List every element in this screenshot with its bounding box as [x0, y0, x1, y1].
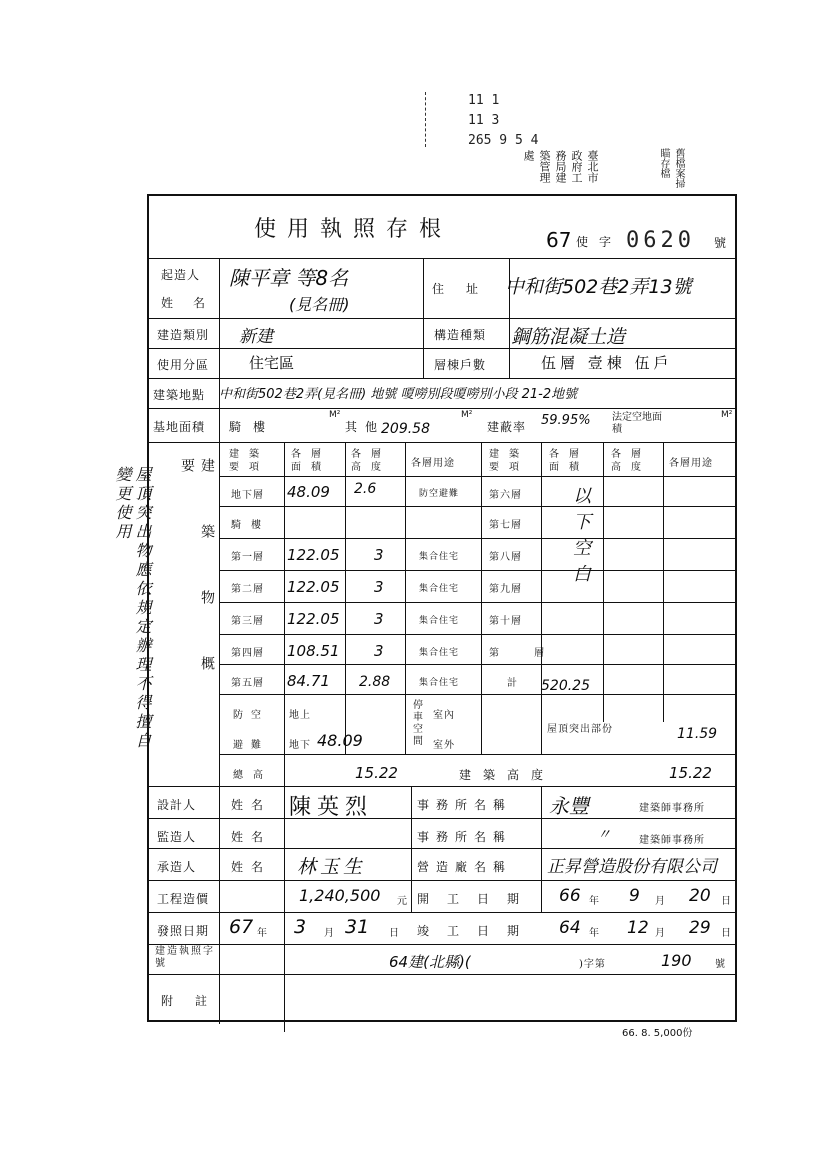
parking-label: 停車空間	[413, 700, 424, 747]
floor-use: 集合住宅	[419, 678, 460, 688]
floor-use: 集合住宅	[419, 584, 460, 594]
parking-in-label: 室內	[433, 710, 455, 721]
category-value: 新建	[239, 327, 273, 347]
contractor-company: 正昇營造股份有限公司	[547, 857, 717, 877]
designer-name-label: 姓名	[231, 798, 272, 812]
agency-stamp-col1: 臺北市政府工務局建築管理處	[522, 150, 599, 183]
cost-value: 1,240,500	[299, 886, 381, 905]
total-area: 520.25	[541, 678, 590, 694]
open-space-label: 法定空地面積	[612, 412, 662, 435]
designer-firm: 永豐	[549, 794, 589, 818]
bldg-height-label: 建築高度	[459, 768, 556, 782]
right-blank-note: 以下空白	[570, 486, 591, 590]
finish-y-char: 年	[589, 928, 600, 939]
col-item-right: 建築要項	[489, 449, 529, 473]
floor-name: 第二層	[231, 584, 264, 595]
bldg-height-value: 15.22	[669, 764, 712, 782]
finish-label: 竣工日期	[417, 924, 538, 938]
total-height-value: 15.22	[355, 764, 398, 782]
owner-label: 起造人	[161, 268, 201, 282]
finish-month: 12	[627, 918, 649, 938]
shelter-below-label: 地下	[289, 740, 311, 751]
start-d-char: 日	[721, 896, 732, 907]
start-y-char: 年	[589, 896, 600, 907]
open-space-unit: M²	[721, 410, 733, 420]
roof-label: 屋頂突出部份	[547, 724, 613, 735]
designer-name: 陳英烈	[289, 795, 374, 820]
floor-area: 122.05	[287, 546, 340, 564]
floor-height: 3	[374, 642, 384, 660]
structure-value: 鋼筋混凝土造	[511, 326, 626, 348]
floor-name-n: 第 層	[489, 648, 561, 659]
floor-area: 84.71	[287, 672, 330, 690]
permit-ref-suffix: 號	[715, 959, 726, 970]
floor-area: 108.51	[287, 642, 340, 660]
parking-out-label: 室外	[433, 740, 455, 751]
total-label: 計	[507, 678, 518, 689]
supervisor-firm: 〃	[597, 827, 611, 843]
stamp-bracket	[425, 92, 556, 147]
floors-label: 層棟戶數	[434, 358, 487, 372]
start-month: 9	[629, 886, 640, 906]
col-height-left: 各層高度	[351, 449, 391, 473]
issue-year: 67	[229, 916, 254, 938]
site-label: 建築地點	[153, 388, 206, 402]
finish-m-char: 月	[655, 928, 666, 939]
floor-name: 第三層	[231, 616, 264, 627]
structure-label: 構造種類	[434, 328, 487, 342]
col-use-left: 各層用途	[411, 458, 455, 469]
floor-use: 集合住宅	[419, 616, 460, 626]
address-value: 中和街502巷2弄13號	[505, 276, 692, 298]
floor-height: 2.88	[359, 674, 391, 690]
floors-value: 伍層 壹棟 伍戶	[541, 354, 673, 372]
porch-unit: M²	[329, 410, 341, 420]
address-label: 住址	[432, 282, 501, 296]
other-unit: M²	[461, 410, 473, 420]
floor-height: 3	[374, 610, 384, 628]
permit-ref-label: 建造執照字號	[155, 946, 215, 969]
start-year: 66	[559, 886, 581, 906]
col-area-left: 各層面積	[291, 449, 331, 473]
floor-name: 地下層	[231, 490, 264, 501]
owner-name-label: 姓名	[161, 296, 226, 310]
col-height-right: 各層高度	[611, 449, 651, 473]
issue-day: 31	[345, 916, 370, 938]
start-label: 開工日期	[417, 892, 538, 906]
supervisor-name-label: 姓名	[231, 830, 272, 844]
floor-name: 第五層	[231, 678, 264, 689]
permit-year: 67	[546, 228, 572, 252]
start-day: 20	[689, 886, 711, 906]
permit-ref-value: 64建(北縣)(	[389, 953, 471, 971]
shelter-label: 防空	[233, 710, 269, 721]
porch-label: 騎樓	[229, 420, 278, 434]
contractor-label: 承造人	[157, 860, 197, 874]
permit-char-zi: 字	[599, 235, 613, 249]
zoning-label: 使用分區	[157, 358, 210, 372]
contractor-company-label: 營造廠名稱	[417, 860, 513, 874]
owner-name: 陳平章 等8名	[229, 266, 349, 290]
remarks-label: 附註	[161, 994, 230, 1008]
floor-area: 122.05	[287, 578, 340, 596]
roof-value: 11.59	[677, 726, 718, 742]
floor-name: 第一層	[231, 552, 264, 563]
floor-name-10: 第十層	[489, 616, 522, 627]
finish-day: 29	[689, 918, 711, 938]
agency-stamp-col2: 舊檔案掃瞄存檔	[658, 148, 684, 188]
floor-height: 2.6	[354, 481, 377, 497]
floor-name: 騎樓	[231, 520, 271, 531]
floor-name: 第四層	[231, 648, 264, 659]
received-stamp-line1: 11 1	[468, 93, 500, 108]
contractor-name-label: 姓名	[231, 860, 272, 874]
issue-m-char: 月	[324, 928, 335, 939]
permit-char-hao: 號	[714, 236, 728, 250]
cost-unit: 元	[397, 896, 408, 907]
permit-ref-mid: )字第	[579, 959, 606, 970]
col-use-right: 各層用途	[669, 458, 713, 469]
form-title: 使用執照存根	[254, 217, 453, 242]
start-m-char: 月	[655, 896, 666, 907]
floor-name-6: 第六層	[489, 490, 522, 501]
supervisor-label: 監造人	[157, 830, 197, 844]
floor-name-8: 第八層	[489, 552, 522, 563]
permit-number: 0620	[626, 228, 695, 253]
finish-d-char: 日	[721, 928, 732, 939]
floor-height: 3	[374, 578, 384, 596]
col-area-right: 各層面積	[549, 449, 589, 473]
shelter-above-label: 地上	[289, 710, 311, 721]
category-label: 建造類別	[157, 328, 210, 342]
floor-name-9: 第九層	[489, 584, 522, 595]
other-value: 209.58	[381, 421, 430, 437]
supervisor-firm-suffix: 建築師事務所	[639, 835, 705, 846]
shelter-below-value: 48.09	[317, 731, 363, 750]
designer-firm-suffix: 建築師事務所	[639, 803, 705, 814]
floor-area: 122.05	[287, 610, 340, 628]
building-side-label: 建築物概要	[179, 458, 215, 722]
zoning-value: 住宅區	[249, 354, 295, 372]
contractor-name: 林玉生	[297, 856, 367, 878]
designer-firm-label: 事務所名稱	[417, 798, 513, 812]
issue-d-char: 日	[389, 928, 400, 939]
area-label: 基地面積	[153, 420, 206, 434]
floor-height: 3	[374, 546, 384, 564]
other-label: 其他	[345, 420, 386, 434]
permit-ref-number: 190	[661, 951, 692, 970]
left-margin-note: 屋頂突出物應依規定辦理不得擅自變更使用	[113, 466, 152, 751]
floor-use: 集合住宅	[419, 552, 460, 562]
permit-char-shi: 使	[576, 235, 590, 249]
floor-area: 48.09	[287, 483, 330, 501]
evac-label: 避難	[233, 740, 269, 751]
supervisor-firm-label: 事務所名稱	[417, 830, 513, 844]
usage-permit-form	[147, 194, 737, 1022]
floor-name-7: 第七層	[489, 520, 522, 531]
designer-label: 設計人	[157, 798, 197, 812]
print-footer: 66. 8. 5,000份	[622, 1028, 693, 1039]
finish-year: 64	[559, 918, 581, 938]
issue-month: 3	[294, 916, 307, 938]
owner-note: (見名冊)	[289, 295, 350, 314]
floor-use: 集合住宅	[419, 648, 460, 658]
cost-label: 工程造價	[157, 892, 210, 906]
total-height-label: 總高	[233, 770, 273, 781]
site-value: 中和街502巷2弄(見名冊) 地號 嗄嘮別段嗄嘮別小段 21-2地號	[219, 387, 578, 402]
issue-label: 發照日期	[157, 924, 210, 938]
coverage-value: 59.95%	[541, 413, 591, 428]
coverage-label: 建蔽率	[487, 420, 527, 434]
received-stamp-line2: 11 3	[468, 113, 500, 128]
col-item-left: 建築要項	[229, 449, 269, 473]
received-stamp-line3: 265 9 5 4	[468, 133, 539, 148]
issue-y-char: 年	[257, 928, 268, 939]
floor-use: 防空避難	[419, 489, 460, 499]
